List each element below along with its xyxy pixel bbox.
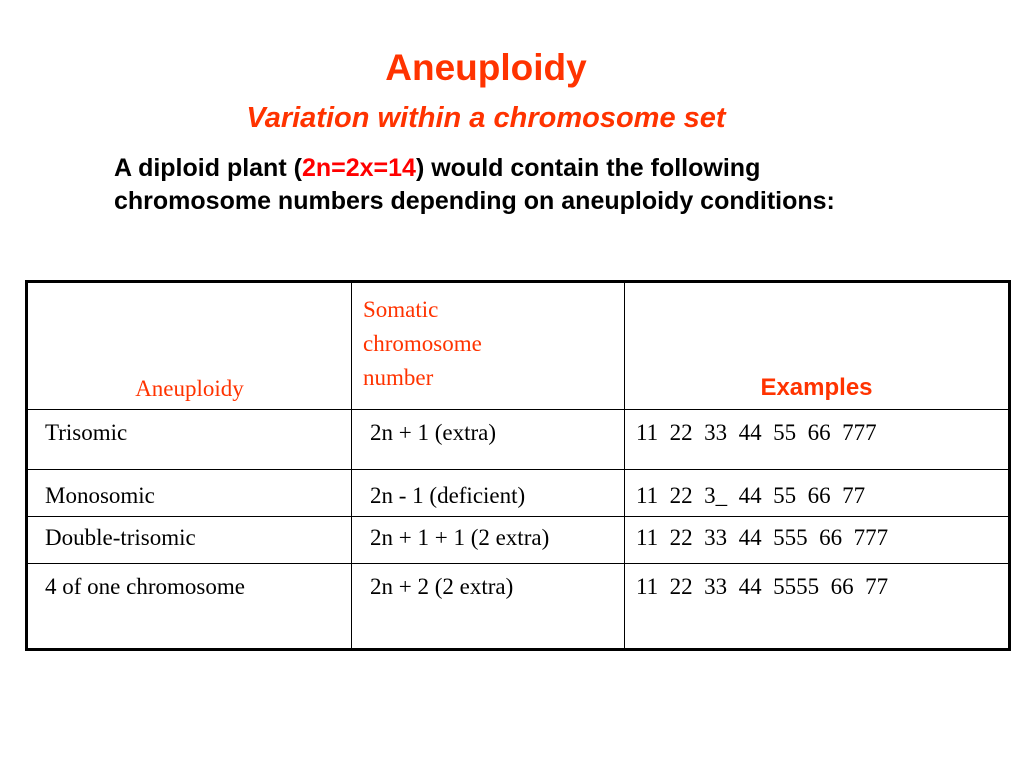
somatic-number: 2n + 2 (2 extra) (370, 574, 514, 599)
slide-title: Aneuploidy (385, 47, 587, 88)
example-value: 11 22 33 44 555 66 777 (636, 525, 889, 550)
aneuploidy-type: Double-trisomic (45, 525, 196, 550)
table-row (27, 517, 1010, 564)
slide-subtitle: Variation within a chromosome set (246, 102, 726, 134)
cell-aneuploidy (27, 517, 352, 564)
cell-example (625, 470, 1010, 517)
example-value: 11 22 3_ 44 55 66 77 (636, 483, 866, 508)
aneuploidy-table (25, 280, 1011, 651)
cell-somatic (352, 564, 625, 650)
header-somatic-line1: Somatic (363, 297, 439, 322)
header-somatic (352, 283, 624, 395)
cell-example (625, 410, 1010, 470)
aneuploidy-type: Monosomic (45, 483, 155, 508)
cell-somatic (352, 517, 625, 564)
intro-text-before: A diploid plant ( (114, 154, 302, 182)
cell-example (625, 564, 1010, 650)
somatic-number: 2n - 1 (deficient) (370, 483, 526, 508)
header-somatic-line2: chromosome (363, 331, 482, 356)
table-row (27, 470, 1010, 517)
header-examples: Examples (760, 374, 873, 401)
header-cell-somatic (352, 282, 625, 410)
table-header-row (27, 282, 1010, 410)
intro-paragraph (114, 152, 894, 218)
aneuploidy-type: 4 of one chromosome (45, 574, 245, 599)
header-aneuploidy: Aneuploidy (135, 376, 244, 401)
table-row (27, 410, 1010, 470)
cell-somatic (352, 470, 625, 517)
header-somatic-line3: number (363, 365, 434, 390)
example-value: 11 22 33 44 5555 66 77 (636, 574, 889, 599)
intro-text-after: ) would contain the following chromosome numbers depending on aneuploidy conditions: (114, 154, 835, 215)
example-value: 11 22 33 44 55 66 777 (636, 420, 877, 445)
cell-aneuploidy (27, 470, 352, 517)
header-cell-aneuploidy (27, 282, 352, 410)
header-cell-examples (625, 282, 1010, 410)
intro-formula: 2n=2x=14 (301, 154, 416, 182)
somatic-number: 2n + 1 + 1 (2 extra) (370, 525, 550, 550)
cell-somatic (352, 410, 625, 470)
table-row (27, 564, 1010, 650)
cell-aneuploidy (27, 410, 352, 470)
cell-example (625, 517, 1010, 564)
aneuploidy-type: Trisomic (45, 420, 128, 445)
cell-aneuploidy (27, 564, 352, 650)
somatic-number: 2n + 1 (extra) (370, 420, 497, 445)
